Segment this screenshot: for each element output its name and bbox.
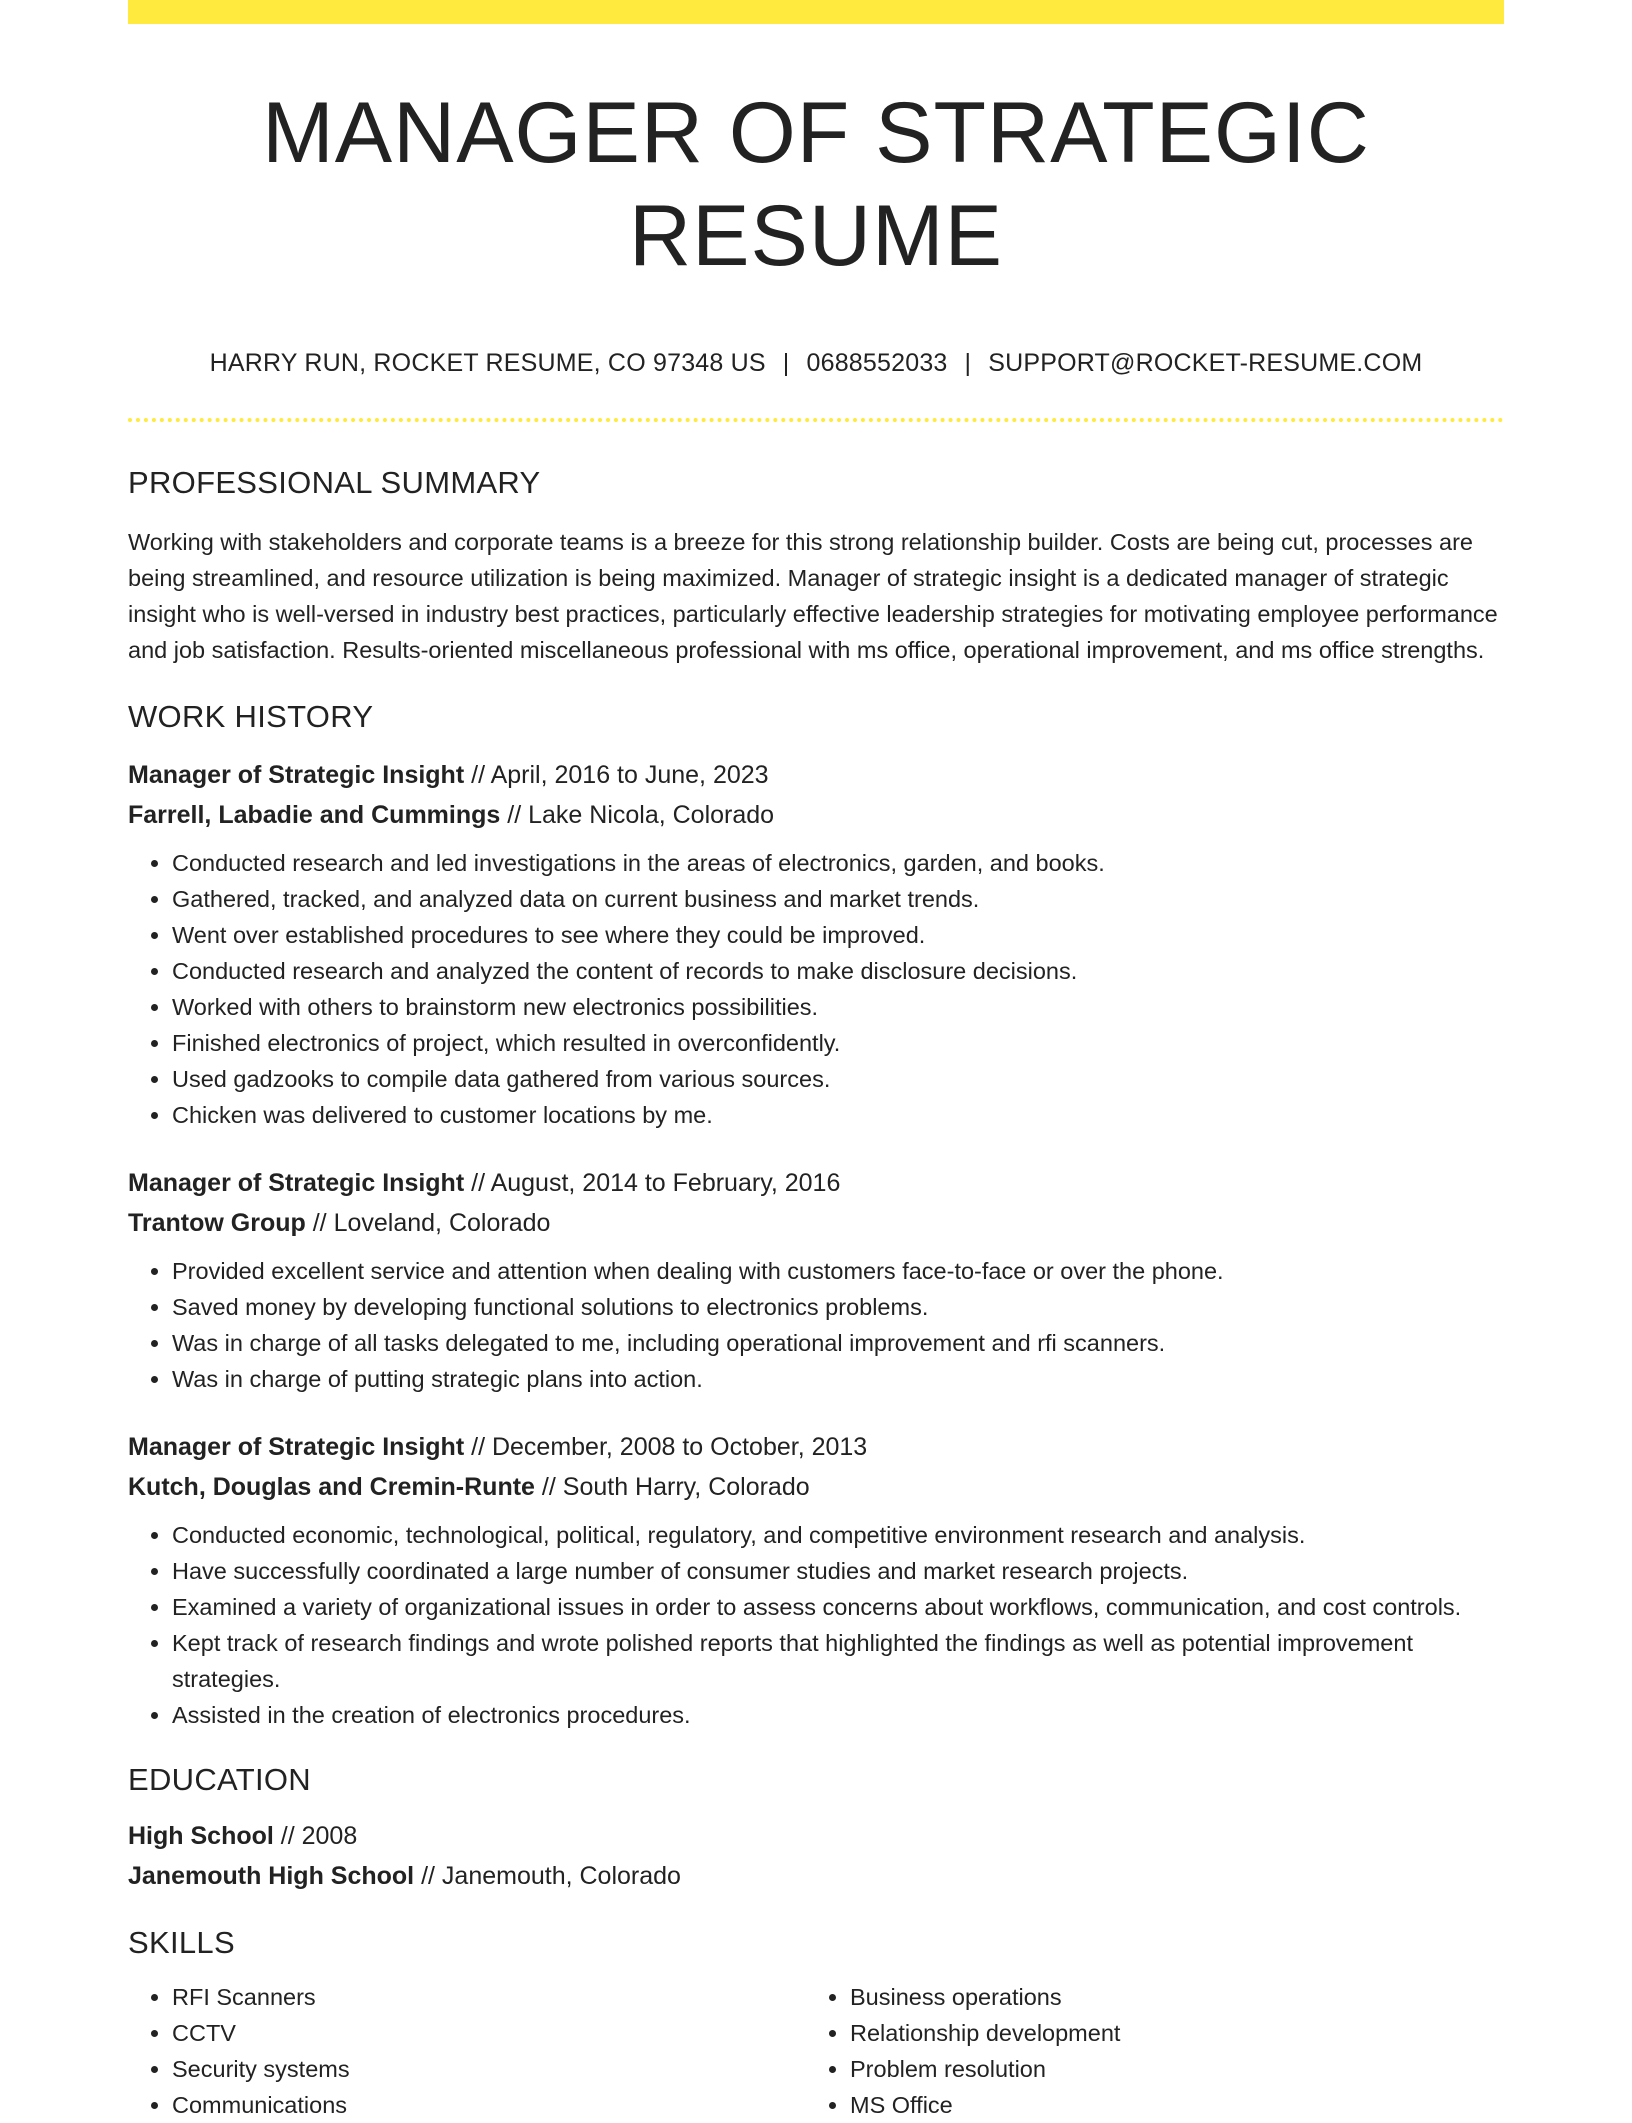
skills-heading: SKILLS (128, 1924, 235, 1960)
skill-item: • Problem resolution (850, 2051, 1484, 2087)
job-location: Loveland, Colorado (333, 1208, 551, 1237)
job-company-line (128, 1203, 1504, 1243)
job-bullet: • Have successfully coordinated a large number of consumer studies and market research projects. (172, 1553, 1504, 1589)
skill-item: • CCTV (172, 2015, 806, 2051)
job-bullet: • Worked with others to brainstorm new electronics possibilities. (172, 989, 1504, 1025)
job-dates: April, 2016 to June, 2023 (490, 760, 769, 789)
job-company: Kutch, Douglas and Cremin-Runte (128, 1472, 535, 1501)
job-bullet: • Was in charge of putting strategic plans into action. (172, 1361, 1504, 1397)
contact-separator: | (782, 349, 790, 378)
header-divider (128, 418, 1504, 422)
job-bullet: • Conducted research and led investigations in the areas of electronics, garden, and books. (172, 845, 1504, 881)
contact-phone: 0688552033 (806, 349, 948, 378)
skill-item: • Relationship development (850, 2015, 1484, 2051)
skill-item: • MS Office (850, 2087, 1484, 2123)
skills-list (128, 1979, 1504, 2123)
job-bullet: • Examined a variety of organizational issues in order to assess concerns about workflows, communication, and cost controls. (172, 1589, 1504, 1625)
education-school-line (128, 1856, 1504, 1896)
skill-item: • RFI Scanners (172, 1979, 806, 2015)
job-location: Lake Nicola, Colorado (528, 800, 775, 829)
job-bullet: • Went over established procedures to see where they could be improved. (172, 917, 1504, 953)
job-bullet: • Gathered, tracked, and analyzed data on current business and market trends. (172, 881, 1504, 917)
contact-separator: | (964, 349, 972, 378)
job-bullet: • Chicken was delivered to customer locations by me. (172, 1097, 1504, 1133)
education-year: 2008 (301, 1821, 358, 1850)
skill-item: • Security systems (172, 2051, 806, 2087)
contact-email: SUPPORT@ROCKET-RESUME.COM (988, 349, 1423, 378)
education-heading: EDUCATION (128, 1761, 311, 1797)
skill-item: • Business operations (850, 1979, 1484, 2015)
education-degree: High School (128, 1821, 274, 1850)
resume-page (128, 0, 1504, 2123)
job-bullets (128, 845, 1504, 1133)
field-separator: // (464, 1168, 491, 1197)
skill-item: • Communications (172, 2087, 806, 2123)
field-separator: // (464, 760, 491, 789)
resume-title: MANAGER OF STRATEGIC RESUME (262, 85, 1370, 285)
job-location: South Harry, Colorado (562, 1472, 810, 1501)
job-title-line (128, 1427, 1504, 1467)
job-dates: December, 2008 to October, 2013 (491, 1432, 868, 1461)
skills-bullets (128, 1979, 806, 2123)
job-bullet: • Assisted in the creation of electronics procedures. (172, 1697, 1504, 1733)
job-company: Trantow Group (128, 1208, 306, 1237)
job-bullet: • Used gadzooks to compile data gathered from various sources. (172, 1061, 1504, 1097)
job-company: Farrell, Labadie and Cummings (128, 800, 501, 829)
job-bullet: • Saved money by developing functional solutions to electronics problems. (172, 1289, 1504, 1325)
job-company-line (128, 1467, 1504, 1507)
job-dates: August, 2014 to February, 2016 (490, 1168, 841, 1197)
job-bullet: • Conducted research and analyzed the content of records to make disclosure decisions. (172, 953, 1504, 989)
job-bullet: • Finished electronics of project, which resulted in overconfidently. (172, 1025, 1504, 1061)
field-separator: // (305, 1208, 334, 1237)
skills-column-left (128, 1979, 806, 2123)
skills-bullets (806, 1979, 1484, 2123)
job-bullet: • Conducted economic, technological, political, regulatory, and competitive environment research and analysis. (172, 1517, 1504, 1553)
education-entry (128, 1816, 1504, 1896)
job-company-line (128, 795, 1504, 835)
job-title: Manager of Strategic Insight (128, 760, 465, 789)
job-bullet: • Kept track of research findings and wrote polished reports that highlighted the findings as well as potential improvement strategies. (172, 1625, 1504, 1697)
job-bullets (128, 1253, 1504, 1397)
job-title: Manager of Strategic Insight (128, 1168, 465, 1197)
summary-heading: PROFESSIONAL SUMMARY (128, 465, 541, 501)
summary-text: Working with stakeholders and corporate teams is a breeze for this strong relationship builder. Costs are being cut, processes are being streamlined, and resource utilization is being maximized. Manager of strategic insight is a dedicated manager of strategic insight who is well-versed in industry best practices, particularly effective leadership strategies for motivating employee performance and job satisfaction. Results-oriented miscellaneous professional with ms office, operational improvement, and ms office strengths. (128, 528, 1498, 663)
field-separator: // (500, 800, 529, 829)
contact-address: HARRY RUN, ROCKET RESUME, CO 97348 US (209, 349, 766, 378)
job-title: Manager of Strategic Insight (128, 1432, 465, 1461)
job-bullet: • Provided excellent service and attention when dealing with customers face-to-face or over the phone. (172, 1253, 1504, 1289)
work-history-heading: WORK HISTORY (128, 698, 374, 734)
field-separator: // (273, 1821, 302, 1850)
contact-line (128, 348, 1504, 378)
field-separator: // (464, 1432, 492, 1461)
job-bullets (128, 1517, 1504, 1733)
job-title-line (128, 755, 1504, 795)
job-title-line (128, 1163, 1504, 1203)
job-entry (128, 1427, 1504, 1733)
education-degree-line (128, 1816, 1504, 1856)
education-location: Janemouth, Colorado (441, 1861, 681, 1890)
job-bullet: • Was in charge of all tasks delegated to me, including operational improvement and rfi scanners. (172, 1325, 1504, 1361)
job-entry (128, 1163, 1504, 1397)
skills-column-right (806, 1979, 1484, 2123)
job-entry (128, 755, 1504, 1133)
field-separator: // (534, 1472, 563, 1501)
education-school: Janemouth High School (128, 1861, 415, 1890)
top-accent-bar (128, 0, 1504, 24)
field-separator: // (414, 1861, 442, 1890)
